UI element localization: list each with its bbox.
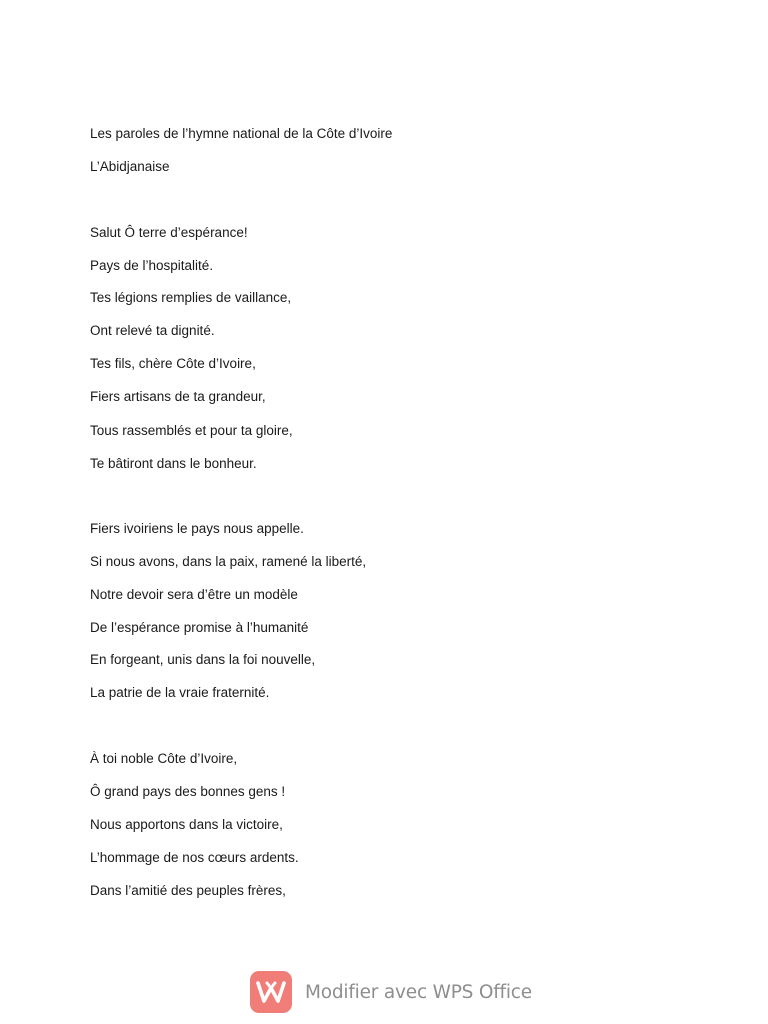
verse-1-line-8: Te bâtiront dans le bonheur. xyxy=(90,456,257,471)
verse-1-line-1: Salut Ô terre d’espérance! xyxy=(90,225,248,240)
document-subtitle: L’Abidjanaise xyxy=(90,159,170,174)
verse-3-line-2: Ô grand pays des bonnes gens ! xyxy=(90,784,286,799)
verse-3-line-5: Dans l’amitié des peuples frères, xyxy=(90,883,286,898)
wps-w-glyph-icon xyxy=(256,979,286,1005)
document-title: Les paroles de l’hymne national de la Côte d’Ivoire xyxy=(90,126,393,141)
verse-2-line-1: Fiers ivoiriens le pays nous appelle. xyxy=(90,521,304,536)
verse-3-line-3: Nous apportons dans la victoire, xyxy=(90,817,283,832)
verse-2-line-5: En forgeant, unis dans la foi nouvelle, xyxy=(90,652,316,667)
wps-watermark[interactable] xyxy=(250,970,532,1014)
verse-1-line-2: Pays de l’hospitalité. xyxy=(90,258,214,273)
verse-1-line-3: Tes légions remplies de vaillance, xyxy=(90,290,292,305)
verse-2-line-6: La patrie de la vraie fraternité. xyxy=(90,685,270,700)
verse-3-line-1: À toi noble Côte d’Ivoire, xyxy=(90,751,238,766)
wps-office-logo-icon xyxy=(250,971,292,1013)
verse-1-line-6: Fiers artisans de ta grandeur, xyxy=(90,389,266,404)
verse-1-line-7: Tous rassemblés et pour ta gloire, xyxy=(90,423,293,438)
verse-3-line-4: L’hommage de nos cœurs ardents. xyxy=(90,850,299,865)
verse-2-line-2: Si nous avons, dans la paix, ramené la liberté, xyxy=(90,554,367,569)
verse-2-line-3: Notre devoir sera d’être un modèle xyxy=(90,587,298,602)
wps-watermark-text: Modifier avec WPS Office xyxy=(305,981,532,1003)
verse-1-line-4: Ont relevé ta dignité. xyxy=(90,323,215,338)
verse-1-line-5: Tes fils, chère Côte d’Ivoire, xyxy=(90,356,256,371)
verse-2-line-4: De l’espérance promise à l’humanité xyxy=(90,620,309,635)
